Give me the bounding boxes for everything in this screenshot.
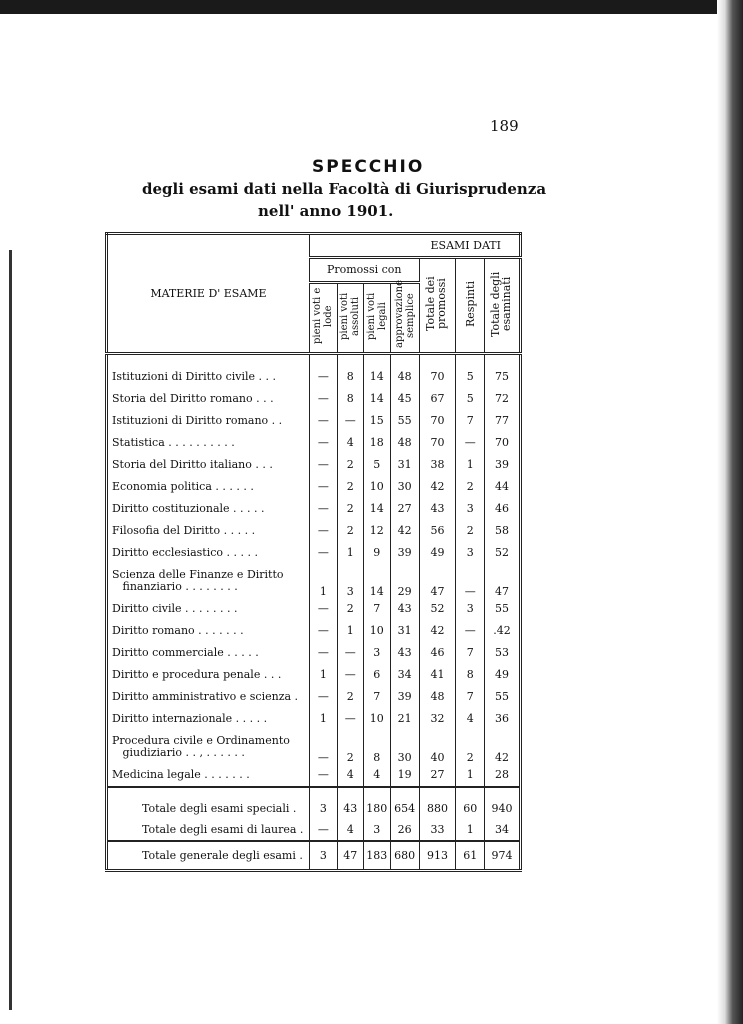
header-col-7: Totale degli esaminati xyxy=(489,271,514,337)
cell-col-1: 1 xyxy=(309,664,337,686)
cell-col-6: 5 xyxy=(456,388,485,410)
cell-col-3: 10 xyxy=(363,620,390,642)
table-row xyxy=(107,664,521,686)
cell-col-2: 2 xyxy=(337,476,363,498)
cell-col-4: 55 xyxy=(390,410,419,432)
cell-col-4: 34 xyxy=(390,664,419,686)
cell-col-6: 3 xyxy=(456,598,485,620)
grand-total-row xyxy=(107,841,521,871)
cell-col-1: 3 xyxy=(309,798,337,819)
cell-col-4: 29 xyxy=(390,564,419,598)
cell-col-2: 1 xyxy=(337,542,363,564)
cell-col-3: 14 xyxy=(363,564,390,598)
scan-left-edge xyxy=(9,250,12,1010)
table-row xyxy=(107,542,521,564)
cell-col-1: 3 xyxy=(309,841,337,871)
row-label: Filosofia del Diritto . . . . . xyxy=(112,524,256,537)
subtitle-line-1: degli esami dati nella Facoltà di Giurisprudenza xyxy=(142,180,547,198)
cell-col-7: 940 xyxy=(485,798,521,819)
table-row xyxy=(107,730,521,764)
cell-col-3: 10 xyxy=(363,708,390,730)
cell-col-7: 42 xyxy=(485,730,521,764)
cell-col-7: 58 xyxy=(485,520,521,542)
cell-col-5: 43 xyxy=(419,498,456,520)
cell-col-5: 70 xyxy=(419,432,456,454)
cell-col-3: 12 xyxy=(363,520,390,542)
cell-col-7: 39 xyxy=(485,454,521,476)
cell-col-5: 33 xyxy=(419,819,456,841)
cell-col-1: 1 xyxy=(309,708,337,730)
cell-col-5: 56 xyxy=(419,520,456,542)
table-row xyxy=(107,388,521,410)
scan-right-edge xyxy=(717,0,743,1024)
cell-col-4: 654 xyxy=(390,798,419,819)
row-label: Storia del Diritto romano . . . xyxy=(112,392,274,405)
header-col-2: pieni voti assoluti xyxy=(339,292,362,340)
cell-col-1: — xyxy=(309,764,337,787)
cell-col-2: 2 xyxy=(337,520,363,542)
row-label: Istituzioni di Diritto romano . . xyxy=(112,414,283,427)
cell-col-2: 2 xyxy=(337,454,363,476)
cell-col-1: — xyxy=(309,432,337,454)
cell-col-6: 61 xyxy=(456,841,485,871)
cell-col-5: 47 xyxy=(419,564,456,598)
subtitle-line-2: nell' anno 1901. xyxy=(258,202,394,220)
exam-table xyxy=(105,232,522,872)
cell-col-4: 21 xyxy=(390,708,419,730)
cell-col-2: 8 xyxy=(337,366,363,388)
cell-col-2: 2 xyxy=(337,686,363,708)
table-row xyxy=(107,520,521,542)
cell-col-7: 974 xyxy=(485,841,521,871)
row-label: Diritto ecclesiastico . . . . . xyxy=(112,546,258,559)
cell-col-4: 45 xyxy=(390,388,419,410)
cell-col-3: 14 xyxy=(363,366,390,388)
cell-col-3: 4 xyxy=(363,764,390,787)
cell-col-5: 46 xyxy=(419,642,456,664)
row-label: Medicina legale . . . . . . . xyxy=(112,768,250,781)
cell-col-3: 7 xyxy=(363,686,390,708)
cell-col-6: 7 xyxy=(456,686,485,708)
cell-col-7: 70 xyxy=(485,432,521,454)
cell-col-3: 15 xyxy=(363,410,390,432)
cell-col-5: 70 xyxy=(419,366,456,388)
cell-col-4: 31 xyxy=(390,620,419,642)
cell-col-3: 9 xyxy=(363,542,390,564)
cell-col-7: 46 xyxy=(485,498,521,520)
cell-col-5: 27 xyxy=(419,764,456,787)
cell-col-6: — xyxy=(456,620,485,642)
cell-col-3: 10 xyxy=(363,476,390,498)
cell-col-3: 3 xyxy=(363,642,390,664)
cell-col-6: 60 xyxy=(456,798,485,819)
cell-col-7: 47 xyxy=(485,564,521,598)
page-title: SPECCHIO xyxy=(312,157,425,177)
cell-col-1: — xyxy=(309,542,337,564)
table-row xyxy=(107,764,521,787)
row-label: Diritto costituzionale . . . . . xyxy=(112,502,265,515)
cell-col-6: 7 xyxy=(456,642,485,664)
cell-col-7: 72 xyxy=(485,388,521,410)
cell-col-2: 2 xyxy=(337,598,363,620)
cell-col-1: — xyxy=(309,498,337,520)
header-col-3: pieni voti legali xyxy=(365,292,388,340)
row-label: Totale generale degli esami . xyxy=(107,841,310,871)
cell-col-4: 19 xyxy=(390,764,419,787)
table-row xyxy=(107,686,521,708)
cell-col-7: 77 xyxy=(485,410,521,432)
cell-col-2: 2 xyxy=(337,498,363,520)
cell-col-7: 55 xyxy=(485,598,521,620)
cell-col-7: 49 xyxy=(485,664,521,686)
cell-col-6: 3 xyxy=(456,498,485,520)
cell-col-6: 2 xyxy=(456,476,485,498)
row-label: Diritto commerciale . . . . . xyxy=(112,646,259,659)
cell-col-1: 1 xyxy=(309,564,337,598)
cell-col-2: 1 xyxy=(337,620,363,642)
cell-col-5: 880 xyxy=(419,798,456,819)
cell-col-1: — xyxy=(309,388,337,410)
row-label: Diritto amministrativo e scienza . xyxy=(112,690,299,703)
cell-col-6: 2 xyxy=(456,730,485,764)
cell-col-1: — xyxy=(309,520,337,542)
cell-col-7: 34 xyxy=(485,819,521,841)
cell-col-6: 5 xyxy=(456,366,485,388)
scan-top-border xyxy=(0,0,743,14)
row-label: Procedura civile e Ordinamento giudiziario . . , . . . . . . xyxy=(112,733,290,759)
cell-col-2: — xyxy=(337,664,363,686)
cell-col-1: — xyxy=(309,410,337,432)
cell-col-5: 42 xyxy=(419,476,456,498)
cell-col-6: 7 xyxy=(456,410,485,432)
cell-col-4: 39 xyxy=(390,686,419,708)
cell-col-6: 4 xyxy=(456,708,485,730)
table-row xyxy=(107,598,521,620)
cell-col-4: 27 xyxy=(390,498,419,520)
cell-col-4: 31 xyxy=(390,454,419,476)
cell-col-7: 44 xyxy=(485,476,521,498)
cell-col-3: 14 xyxy=(363,498,390,520)
cell-col-4: 680 xyxy=(390,841,419,871)
cell-col-6: 1 xyxy=(456,454,485,476)
cell-col-2: 3 xyxy=(337,564,363,598)
row-label: Diritto civile . . . . . . . . xyxy=(112,602,238,615)
cell-col-1: — xyxy=(309,476,337,498)
table-row xyxy=(107,642,521,664)
table-row xyxy=(107,498,521,520)
cell-col-5: 40 xyxy=(419,730,456,764)
cell-col-4: 30 xyxy=(390,730,419,764)
cell-col-4: 48 xyxy=(390,432,419,454)
cell-col-5: 42 xyxy=(419,620,456,642)
row-label: Scienza delle Finanze e Diritto finanziario . . . . . . . . xyxy=(112,567,284,593)
cell-col-1: — xyxy=(309,598,337,620)
cell-col-1: — xyxy=(309,620,337,642)
row-label: Totale degli esami di laurea . xyxy=(142,822,304,836)
cell-col-2: — xyxy=(337,410,363,432)
cell-col-4: 42 xyxy=(390,520,419,542)
cell-col-4: 39 xyxy=(390,542,419,564)
cell-col-3: 6 xyxy=(363,664,390,686)
cell-col-6: 1 xyxy=(456,819,485,841)
cell-col-1: — xyxy=(309,366,337,388)
row-label: Statistica . . . . . . . . . . xyxy=(112,436,235,449)
header-col-6: Respinti xyxy=(463,280,477,328)
cell-col-2: 4 xyxy=(337,432,363,454)
cell-col-7: 28 xyxy=(485,764,521,787)
row-label: Diritto e procedura penale . . . xyxy=(112,668,282,681)
cell-col-4: 48 xyxy=(390,366,419,388)
cell-col-3: 8 xyxy=(363,730,390,764)
cell-col-5: 52 xyxy=(419,598,456,620)
cell-col-5: 70 xyxy=(419,410,456,432)
row-label: Economia politica . . . . . . xyxy=(112,480,254,493)
cell-col-1: — xyxy=(309,454,337,476)
table-row xyxy=(107,454,521,476)
cell-col-6: — xyxy=(456,564,485,598)
table-row xyxy=(107,476,521,498)
header-materie: MATERIE D' ESAME xyxy=(107,234,310,354)
table-row xyxy=(107,432,521,454)
cell-col-6: 8 xyxy=(456,664,485,686)
cell-col-5: 49 xyxy=(419,542,456,564)
cell-col-6: 3 xyxy=(456,542,485,564)
total-row xyxy=(107,819,521,841)
header-col-1: pieni voti e lode xyxy=(312,288,335,345)
header-promossi-con: Promossi con xyxy=(309,258,419,283)
cell-col-5: 38 xyxy=(419,454,456,476)
cell-col-4: 26 xyxy=(390,819,419,841)
cell-col-4: 43 xyxy=(390,598,419,620)
cell-col-3: 183 xyxy=(363,841,390,871)
cell-col-4: 30 xyxy=(390,476,419,498)
cell-col-7: 75 xyxy=(485,366,521,388)
cell-col-7: .42 xyxy=(485,620,521,642)
cell-col-3: 5 xyxy=(363,454,390,476)
cell-col-5: 41 xyxy=(419,664,456,686)
cell-col-1: — xyxy=(309,819,337,841)
table-row xyxy=(107,366,521,388)
cell-col-5: 67 xyxy=(419,388,456,410)
row-label: Totale degli esami speciali . xyxy=(142,801,297,815)
table-row xyxy=(107,410,521,432)
cell-col-3: 18 xyxy=(363,432,390,454)
cell-col-2: 8 xyxy=(337,388,363,410)
cell-col-2: 47 xyxy=(337,841,363,871)
cell-col-1: — xyxy=(309,686,337,708)
row-label: Diritto romano . . . . . . . xyxy=(112,624,244,637)
header-esami-dati: ESAMI DATI xyxy=(309,234,520,258)
table-row xyxy=(107,708,521,730)
cell-col-7: 36 xyxy=(485,708,521,730)
cell-col-4: 43 xyxy=(390,642,419,664)
page-number: 189 xyxy=(490,117,519,135)
cell-col-3: 7 xyxy=(363,598,390,620)
cell-col-3: 180 xyxy=(363,798,390,819)
cell-col-1: — xyxy=(309,730,337,764)
row-label: Storia del Diritto italiano . . . xyxy=(112,458,273,471)
table-row xyxy=(107,564,521,598)
cell-col-2: — xyxy=(337,642,363,664)
row-label: Istituzioni di Diritto civile . . . xyxy=(112,370,277,383)
cell-col-5: 48 xyxy=(419,686,456,708)
cell-col-5: 32 xyxy=(419,708,456,730)
row-label: Diritto internazionale . . . . . xyxy=(112,712,268,725)
cell-col-2: 4 xyxy=(337,764,363,787)
cell-col-2: 43 xyxy=(337,798,363,819)
cell-col-7: 53 xyxy=(485,642,521,664)
cell-col-2: — xyxy=(337,708,363,730)
cell-col-7: 52 xyxy=(485,542,521,564)
header-col-5: Totale dei promossi xyxy=(424,276,449,332)
total-row xyxy=(107,798,521,819)
header-col-4: approvazione semplice xyxy=(393,280,416,349)
cell-col-2: 2 xyxy=(337,730,363,764)
cell-col-2: 4 xyxy=(337,819,363,841)
cell-col-6: — xyxy=(456,432,485,454)
cell-col-3: 14 xyxy=(363,388,390,410)
cell-col-7: 55 xyxy=(485,686,521,708)
cell-col-6: 2 xyxy=(456,520,485,542)
cell-col-1: — xyxy=(309,642,337,664)
cell-col-3: 3 xyxy=(363,819,390,841)
cell-col-5: 913 xyxy=(419,841,456,871)
cell-col-6: 1 xyxy=(456,764,485,787)
table-row xyxy=(107,620,521,642)
